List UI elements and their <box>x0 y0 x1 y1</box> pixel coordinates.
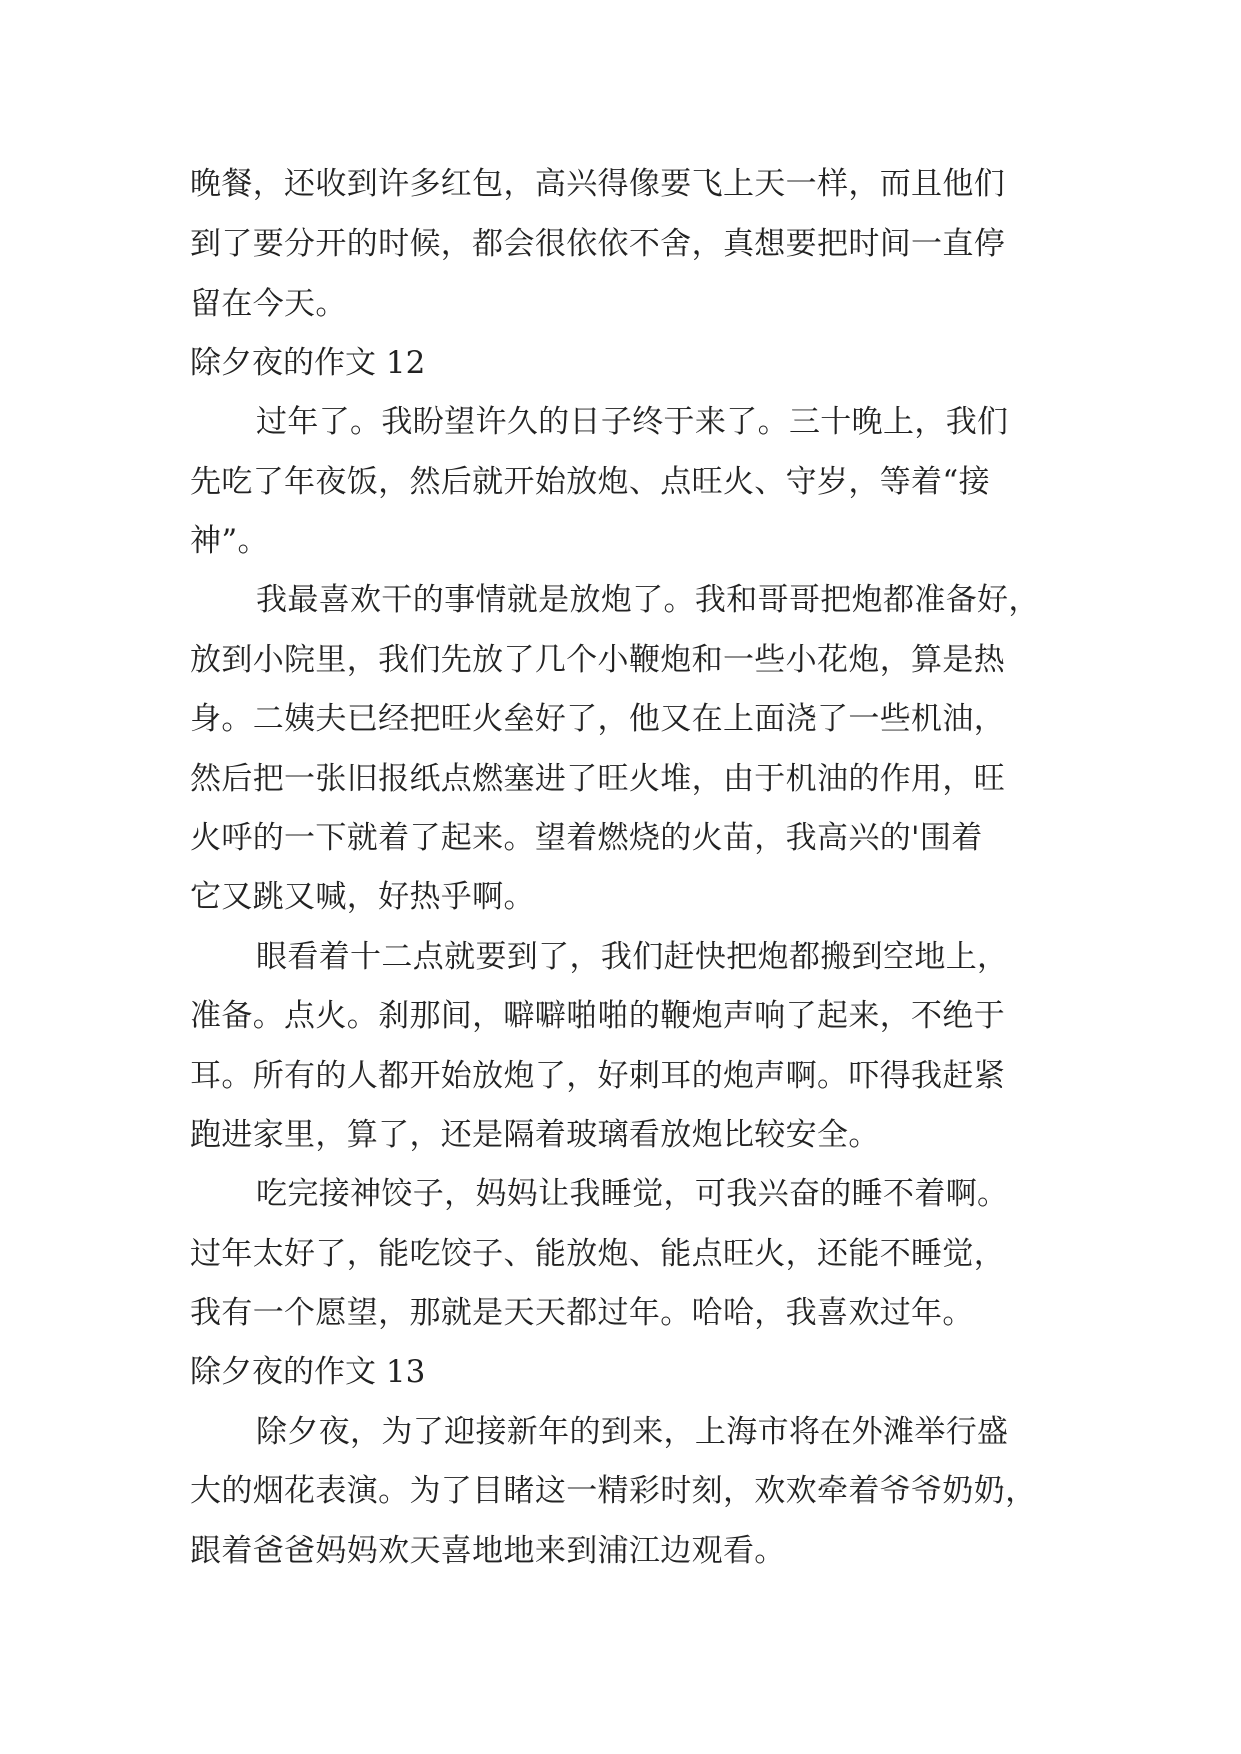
paragraph-line: 然后把一张旧报纸点燃塞进了旺火堆，由于机油的作用，旺 <box>190 761 1006 797</box>
paragraph-line: 我有一个愿望，那就是天天都过年。哈哈，我喜欢过年。 <box>190 1295 974 1331</box>
paragraph-line: 它又跳又喊，好热乎啊。 <box>190 879 535 915</box>
paragraph-line: 眼看着十二点就要到了，我们赶快把炮都搬到空地上， <box>256 939 1009 975</box>
paragraph-line: 晚餐，还收到许多红包，高兴得像要飞上天一样，而且他们 <box>190 166 1006 202</box>
document-page <box>190 0 1050 1754</box>
paragraph-line: 火呼的一下就着了起来。望着燃烧的火苗，我高兴的'围着 <box>190 820 983 856</box>
paragraph-line: 身。二姨夫已经把旺火垒好了，他又在上面浇了一些机油， <box>190 701 1006 737</box>
paragraph-line: 我最喜欢干的事情就是放炮了。我和哥哥把炮都准备好， <box>256 582 1040 618</box>
paragraph-line: 耳。所有的人都开始放炮了，好刺耳的炮声啊。吓得我赶紧 <box>190 1058 1006 1094</box>
section-heading: 除夕夜的作文 12 <box>190 345 426 381</box>
paragraph-line: 先吃了年夜饭，然后就开始放炮、点旺火、守岁，等着“接 <box>190 464 990 500</box>
paragraph-line: 放到小院里，我们先放了几个小鞭炮和一些小花炮，算是热 <box>190 642 1006 678</box>
paragraph-line: 过年太好了，能吃饺子、能放炮、能点旺火，还能不睡觉， <box>190 1236 1006 1272</box>
paragraph-line: 神”。 <box>190 523 269 559</box>
paragraph-line: 到了要分开的时候，都会很依依不舍，真想要把时间一直停 <box>190 226 1006 262</box>
paragraph-line: 留在今天。 <box>190 286 347 322</box>
paragraph-line: 跟着爸爸妈妈欢天喜地地来到浦江边观看。 <box>190 1533 786 1569</box>
section-heading: 除夕夜的作文 13 <box>190 1354 426 1390</box>
paragraph-line: 大的烟花表演。为了目睹这一精彩时刻，欢欢牵着爷爷奶奶， <box>190 1473 1037 1509</box>
paragraph-line: 准备。点火。刹那间，噼噼啪啪的鞭炮声响了起来，不绝于 <box>190 998 1006 1034</box>
paragraph-line: 跑进家里，算了，还是隔着玻璃看放炮比较安全。 <box>190 1117 880 1153</box>
paragraph-line: 过年了。我盼望许久的日子终于来了。三十晚上，我们 <box>256 404 1009 440</box>
paragraph-line: 除夕夜，为了迎接新年的到来，上海市将在外滩举行盛 <box>256 1414 1009 1450</box>
paragraph-line: 吃完接神饺子，妈妈让我睡觉，可我兴奋的睡不着啊。 <box>256 1176 1009 1212</box>
